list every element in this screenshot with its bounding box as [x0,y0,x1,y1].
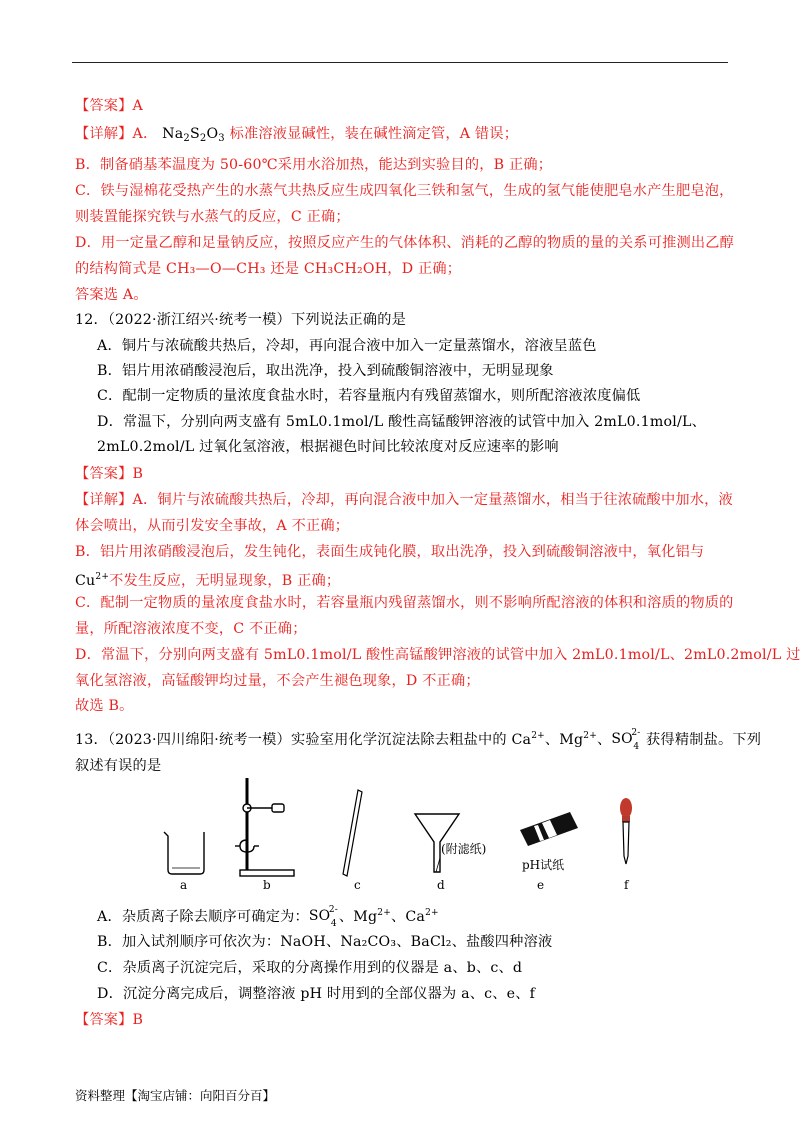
detail-2-c-line1: C．配制一定物质的量浓度食盐水时，若容量瓶内残留蒸馏水，则不影响所配溶液的体积和溶质的物质的 [75,595,734,611]
formula-s-sub: 2 [199,133,207,144]
detail-1-a [75,124,518,149]
q13-head: 13．（2023·四川绵阳·统考一模）实验室用化学沉淀法除去粗盐中的 Ca [75,732,532,748]
sulfate-ion-option-a [308,905,339,929]
detail-2-a-line1: 【详解】A．铜片与浓硫酸共热后，冷却，再向混合液中加入一定量蒸馏水，相当于往浓硫酸中加水，液 [75,492,733,508]
detail-2-b-line1: B．铝片用浓硝酸浸泡后，发生钝化，表面生成钝化膜，取出洗净，投入到硫酸铜溶液中，氧化铝与 [75,544,705,560]
label-d: d [437,878,445,892]
detail-1-a-tail: 标准溶液显碱性，装在碱性滴定管，A 错误； [229,126,519,142]
dropper-icon [620,798,632,864]
detail-2-d-line2: 氧化氢溶液，高锰酸钾均过量，不会产生褪色现象，D 不正确； [75,673,480,689]
na2s2o3-formula [162,126,225,142]
label-c: c [354,878,361,892]
q12-option-a: A．铜片与浓硫酸共热后，冷却，再向混合液中加入一定量蒸馏水，溶液呈蓝色 [97,338,597,354]
question-12: 12．（2022·浙江绍兴·统考一模）下列说法正确的是 [75,312,407,328]
q13-option-a [97,903,439,927]
cu-charge: 2+ [95,572,110,582]
detail-2-c-line2: 量，所配溶液浓度不变，C 不正确； [75,621,307,637]
detail-1-b: B．制备硝基苯温度为 50-60℃采用水浴加热，能达到实验目的，B 正确； [75,157,553,173]
q13-mg: 、Mg [544,732,584,748]
q13-ca-charge: 2+ [531,731,545,741]
formula-na: Na [162,126,184,142]
question-13-line1 [75,726,761,750]
so4-sub-a: 4 [330,919,337,929]
so4-base: SO [611,731,633,747]
answer-2: 【答案】B [75,466,144,482]
header-rule [72,62,728,63]
q12-option-d-line1: D．常温下，分别向两支盛有 5mL0.1mol/L 酸性高锰酸钾溶液的试管中加入 2mL0.1mol/L、 [97,414,706,430]
detail-1-c-line2: 则装置能探究铁与水蒸气的反应，C 正确； [75,209,350,225]
apparatus-drawing [150,768,670,898]
answer-3: 【答案】B [75,1012,144,1028]
detail-1-d-line1: D．用一定量乙醇和足量钠反应，按照反应产生的气体体积、消耗的乙醇的物质的量的关系可推测出乙醇 [75,235,735,251]
q13-option-a-ca: 、Ca [390,909,426,925]
so4-charge-a: 2- [328,905,339,915]
apparatus-figure [150,768,670,898]
so4-charge: 2- [631,728,641,738]
cu-ion [75,573,109,589]
detail-2-a-line2: 体会喷出，从而引发安全事故，A 不正确； [75,518,350,534]
cu-symbol: Cu [75,573,96,589]
q13-option-a-mg-charge: 2+ [377,908,391,918]
q12-option-d-line2: 2mL0.2mol/L 过氧化氢溶液，根据褪色时间比较浓度对反应速率的影响 [97,439,559,455]
detail-1-a-head: 【详解】A． [75,126,158,142]
detail-1-c-line1: C．铁与湿棉花受热产生的水蒸气共热反应生成四氧化三铁和氢气，生成的氢气能使肥皂水产生肥皂泡， [75,183,734,199]
detail-2-conclusion: 故选 B。 [75,698,134,714]
detail-1-conclusion: 答案选 A。 [75,287,148,303]
so4-sub: 4 [633,742,640,752]
question-13-line2: 叙述有误的是 [75,758,162,774]
label-b: b [263,878,271,892]
detail-2-b-line2 [75,567,340,591]
q13-mg-charge: 2+ [583,731,597,741]
detail-2-b-tail: 不发生反应，无明显现象，B 正确； [109,573,341,589]
glass-rod-icon [343,790,362,876]
q13-separator: 、 [596,732,612,748]
q13-option-c: C．杂质离子沉淀完后，采取的分离操作用到的仪器是 a、b、c、d [97,960,523,976]
q13-option-b: B．加入试剂顺序可依次为：NaOH、Na₂CO₃、BaCl₂、盐酸四种溶液 [97,934,553,950]
detail-1-d-line2: 的结构简式是 CH₃—O—CH₃ 还是 CH₃CH₂OH，D 正确； [75,261,462,277]
iron-stand-icon [235,778,294,876]
formula-o: O [206,126,219,142]
sulfate-ion [611,728,641,752]
q12-option-c: C．配制一定物质的量浓度食盐水时，若容量瓶内有残留蒸馏水，则所配溶液浓度偏低 [97,388,641,404]
label-ph-paper: pH试纸 [522,858,565,872]
formula-s: S [189,126,200,142]
so4-base-a: SO [308,908,331,924]
label-f: f [624,878,629,892]
answer-1: 【答案】A [75,98,143,114]
q13-tail: 获得精制盐。下列 [646,732,762,748]
ph-paper-icon [520,812,578,846]
q12-option-b: B．铝片用浓硝酸浸泡后，取出洗净，投入到硫酸铜溶液中，无明显现象 [97,363,554,379]
formula-na-sub: 2 [183,133,190,144]
q13-option-a-ca-charge: 2+ [425,908,439,918]
q13-option-d: D．沉淀分离完成后，调整溶液 pH 时用到的全部仪器为 a、c、e、f [97,986,536,1002]
footer-source: 资料整理【淘宝店铺：向阳百分百】 [75,1088,276,1103]
detail-2-d-line1: D．常温下，分别向两支盛有 5mL0.1mol/L 酸性高锰酸钾溶液的试管中加入 2mL0.1mol/L、2mL0.2mol/L 过 [75,647,800,663]
label-a: a [180,878,188,892]
q13-option-a-head: A．杂质离子除去顺序可确定为： [97,909,309,925]
q13-option-a-mg: 、Mg [338,909,378,925]
label-e: e [537,878,545,892]
beaker-icon [164,832,204,874]
label-filter-paper: (附滤纸) [441,842,487,856]
formula-o-sub: 3 [218,133,225,144]
